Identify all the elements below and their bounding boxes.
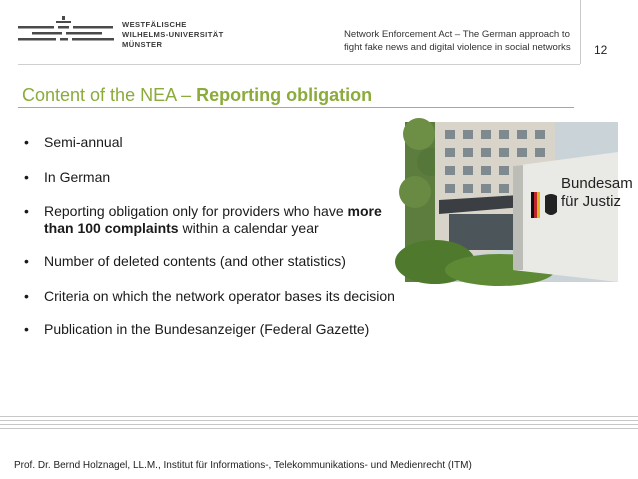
- bullet-item: [24, 169, 414, 186]
- bullet-text-bold: more than 100 complaints: [44, 203, 382, 236]
- bullet-text-after: within a calendar year: [178, 220, 319, 236]
- presentation-title-line: Network Enforcement Act – The German approach to: [344, 29, 570, 40]
- footer-line: [0, 420, 638, 421]
- slide-title-emphasis: Reporting obligation: [196, 85, 373, 105]
- footer-author: Prof. Dr. Bernd Holznagel, LL.M., Institut für Informations-, Telekommunikations- und Medienrecht (ITM): [14, 460, 472, 471]
- bullet-text: Semi-annual: [44, 134, 123, 150]
- footer-line: [0, 424, 638, 425]
- footer-line: [0, 416, 638, 417]
- presentation-title: [344, 29, 584, 54]
- footer-decorative-lines: [0, 416, 638, 432]
- slide-title-prefix: Content of the NEA –: [22, 85, 197, 105]
- bullet-text: Criteria on which the network operator bases its decision: [44, 287, 395, 304]
- bullet-marker: •: [24, 203, 29, 219]
- bullet-text: Number of deleted contents (and other statistics): [44, 253, 346, 269]
- sign-text-line: Bundesam: [561, 175, 633, 192]
- bullet-marker: •: [24, 320, 29, 337]
- header-divider: [18, 64, 580, 65]
- university-name-line: MÜNSTER: [122, 40, 163, 49]
- sign-text-line: für Justiz: [561, 193, 622, 210]
- bullet-marker: •: [24, 253, 29, 269]
- title-underline: [18, 107, 574, 108]
- slide-title: [22, 85, 372, 106]
- university-name-line: WILHELMS-UNIVERSITÄT: [122, 30, 224, 39]
- bullet-marker: •: [24, 287, 29, 304]
- bullet-text: In German: [44, 168, 111, 185]
- bullet-text-before: Reporting obligation only for providers who have: [44, 203, 348, 219]
- bullet-marker: •: [24, 134, 29, 150]
- bullet-list: [24, 134, 414, 354]
- presentation-title-line: fight fake news and digital violence in social networks: [344, 41, 571, 53]
- university-name: [122, 20, 224, 50]
- bullet-item: [24, 288, 414, 305]
- bundesamt-building-photo: [405, 122, 633, 282]
- university-name-line: WESTFÄLISCHE: [122, 20, 187, 29]
- bullet-item: [24, 321, 414, 338]
- bullet-item: [24, 253, 414, 270]
- header-divider-vertical: [580, 0, 581, 64]
- bullet-item: [24, 134, 414, 151]
- slide-number: 12: [594, 43, 608, 57]
- bullet-text: Publication in the Bundesanzeiger (Federal Gazette): [44, 320, 370, 337]
- bullet-item: [24, 203, 414, 237]
- bullet-marker: •: [24, 168, 29, 185]
- footer-line: [0, 428, 638, 429]
